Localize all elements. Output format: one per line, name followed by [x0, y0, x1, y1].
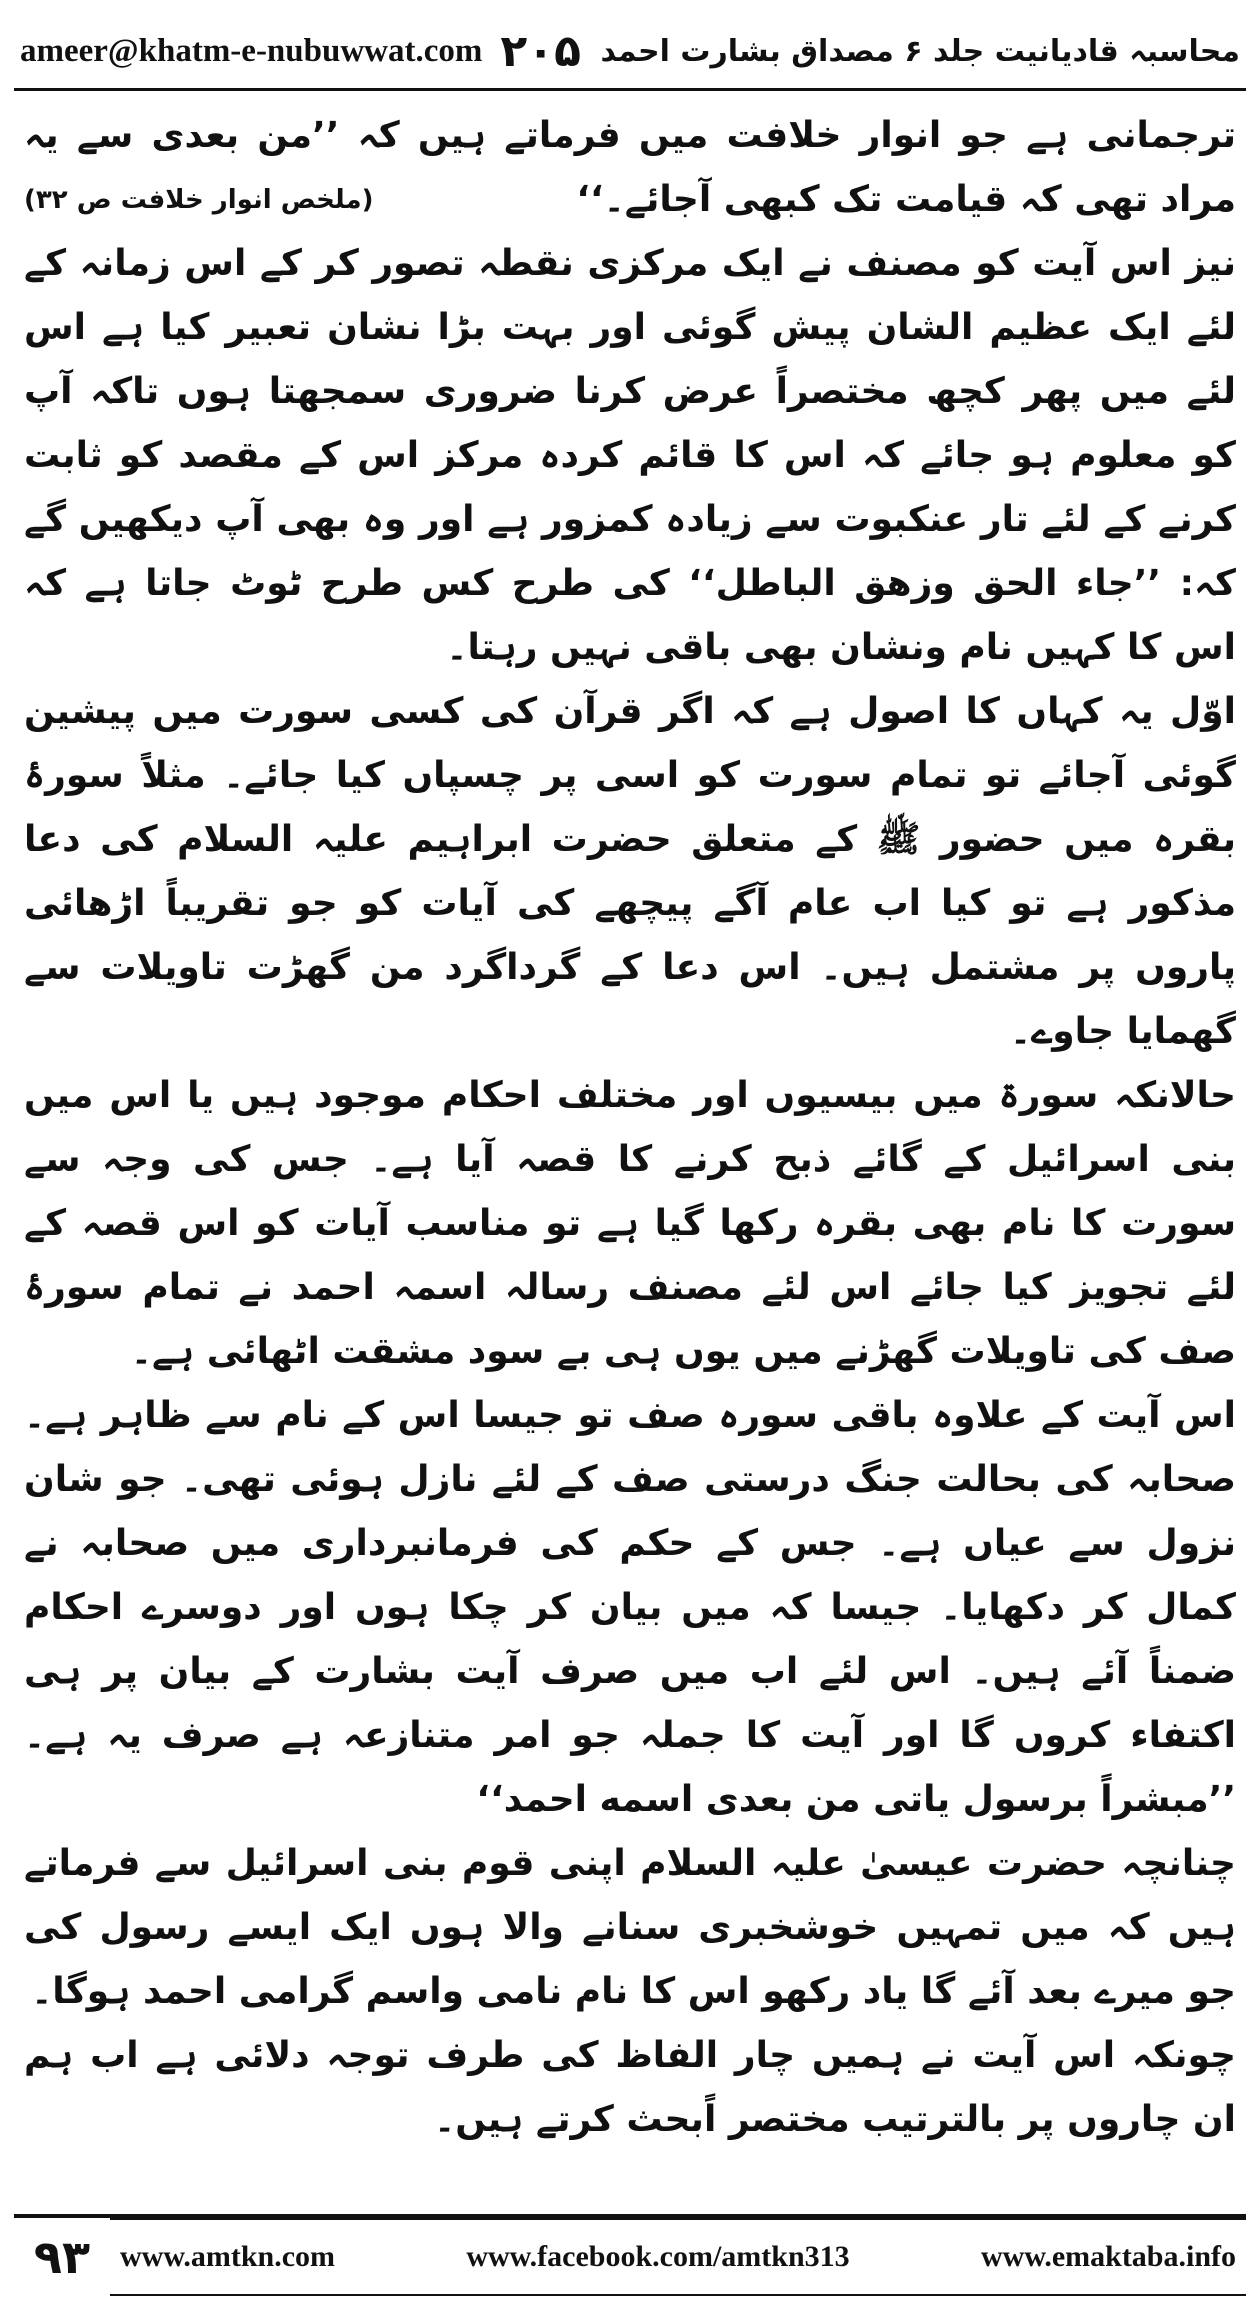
paragraph-5: اس آیت کے علاوہ باقی سورہ صف تو جیسا اس کے نام سے ظاہر ہے۔ صحابہ کی بحالت جنگ درستی صف کے لئے نازل ہوئی تھی۔ جو شان نزول سے عیاں ہے۔ جس کے حکم کی فرمانبرداری میں صحابہ نے کمال کر دکھایا۔ جیسا کہ میں بیان کر چکا ہوں اور دوسرے احکام ضمناً آئے ہیں۔ اس لئے اب میں صرف آیت بشارت کے بیان پر ہی اکتفاء کروں گا اور آیت کا جملہ جو امر متنازعہ ہے صرف یہ ہے۔ ’’مبشراً برسول یاتی من بعدی اسمه احمد‘‘	[24, 1395, 1236, 1820]
paragraph-1-reference: (ملخص انوار خلافت ص ۳۲)	[24, 185, 374, 215]
footer-link-facebook[interactable]: www.facebook.com/amtkn313	[466, 2240, 850, 2273]
header-title: محاسبہ قادیانیت جلد ۶ مصداق بشارت احمد	[600, 33, 1240, 69]
paragraph-3: اوّل یہ کہاں کا اصول ہے کہ اگر قرآن کی کسی سورت میں پیشین گوئی آجائے تو تمام سورت کو اسی پر چسپاں کیا جائے۔ مثلاً سورۂ بقرہ میں حضور ﷺ کے متعلق حضرت ابراہیم علیہ السلام کی دعا مذکور ہے تو کیا اب عام آگے پیچھے کی آیات کو جو تقریباً اڑھائی پاروں پر مشتمل ہیں۔ اس دعا کے گرداگرد من گھڑت تاویلات سے گھمایا جاوے۔	[24, 691, 1236, 1052]
paragraph-7: چونکہ اس آیت نے ہمیں چار الفاظ کی طرف توجہ دلائی ہے اب ہم ان چاروں پر بالترتیب مختصر اًبحث کرتے ہیں۔	[24, 2035, 1236, 2140]
footer-link-amtkn[interactable]: www.amtkn.com	[120, 2240, 335, 2273]
page-header	[20, 18, 1240, 84]
paragraph-6: چنانچہ حضرت عیسیٰ علیہ السلام اپنی قوم بنی اسرائیل سے فرماتے ہیں کہ میں تمہیں خوشخبری سنانے والا ہوں ایک ایسے رسول کی جو میرے بعد آئے گا یاد رکھو اس کا نام نامی واسم گرامی احمد ہوگا۔	[24, 1843, 1236, 2012]
header-email[interactable]: ameer@khatm-e-nubuwwat.com	[20, 32, 483, 69]
paragraph-2: نیز اس آیت کو مصنف نے ایک مرکزی نقطہ تصور کر کے اس زمانہ کے لئے ایک عظیم الشان پیش گوئی اور بہت بڑا نشان تعبیر کیا ہے اس لئے میں پھر کچھ مختصراً عرض کرنا ضروری سمجھتا ہوں تاکہ آپ کو معلوم ہو جائے کہ اس کا قائم کردہ مرکز اس کے مقصد کو ثابت کرنے کے لئے تار عنکبوت سے زیادہ کمزور ہے اور وہ بھی آپ دیکھیں گے کہ: ’’جاء الحق وزهق الباطل‘‘ کی طرح کس طرح ٹوٹ جاتا ہے کہ اس کا کہیں نام ونشان بھی باقی نہیں رہتا۔	[24, 243, 1236, 668]
page-body	[24, 104, 1236, 2214]
paragraph-1-text: ترجمانی ہے جو انوار خلافت میں فرماتے ہیں کہ ’’من بعدی سے یہ مراد تھی کہ قیامت تک کبھی آجائے۔‘‘	[24, 115, 1236, 220]
footer-links	[110, 2214, 1246, 2296]
header-divider	[14, 88, 1246, 91]
paragraph-4: حالانکہ سورۃ میں بیسیوں اور مختلف احکام موجود ہیں یا اس میں بنی اسرائیل کے گائے ذبح کرنے کا قصہ آیا ہے۔ جس کی وجہ سے سورت کا نام بھی بقرہ رکھا گیا ہے تو مناسب آیات کو اس قصہ کے لئے تجویز کیا جائے اس لئے مصنف رسالہ اسمہ احمد نے تمام سورۂ صف کی تاویلات گھڑنے میں یوں ہی بے سود مشقت اٹھائی ہے۔	[24, 1075, 1236, 1372]
header-page-number: ۲۰۵	[500, 25, 581, 77]
paragraph-1	[24, 104, 1236, 232]
footer-link-emaktaba[interactable]: www.emaktaba.info	[980, 2240, 1236, 2273]
page-footer	[14, 2214, 1246, 2296]
footer-page-number: ۹۳	[14, 2214, 110, 2296]
